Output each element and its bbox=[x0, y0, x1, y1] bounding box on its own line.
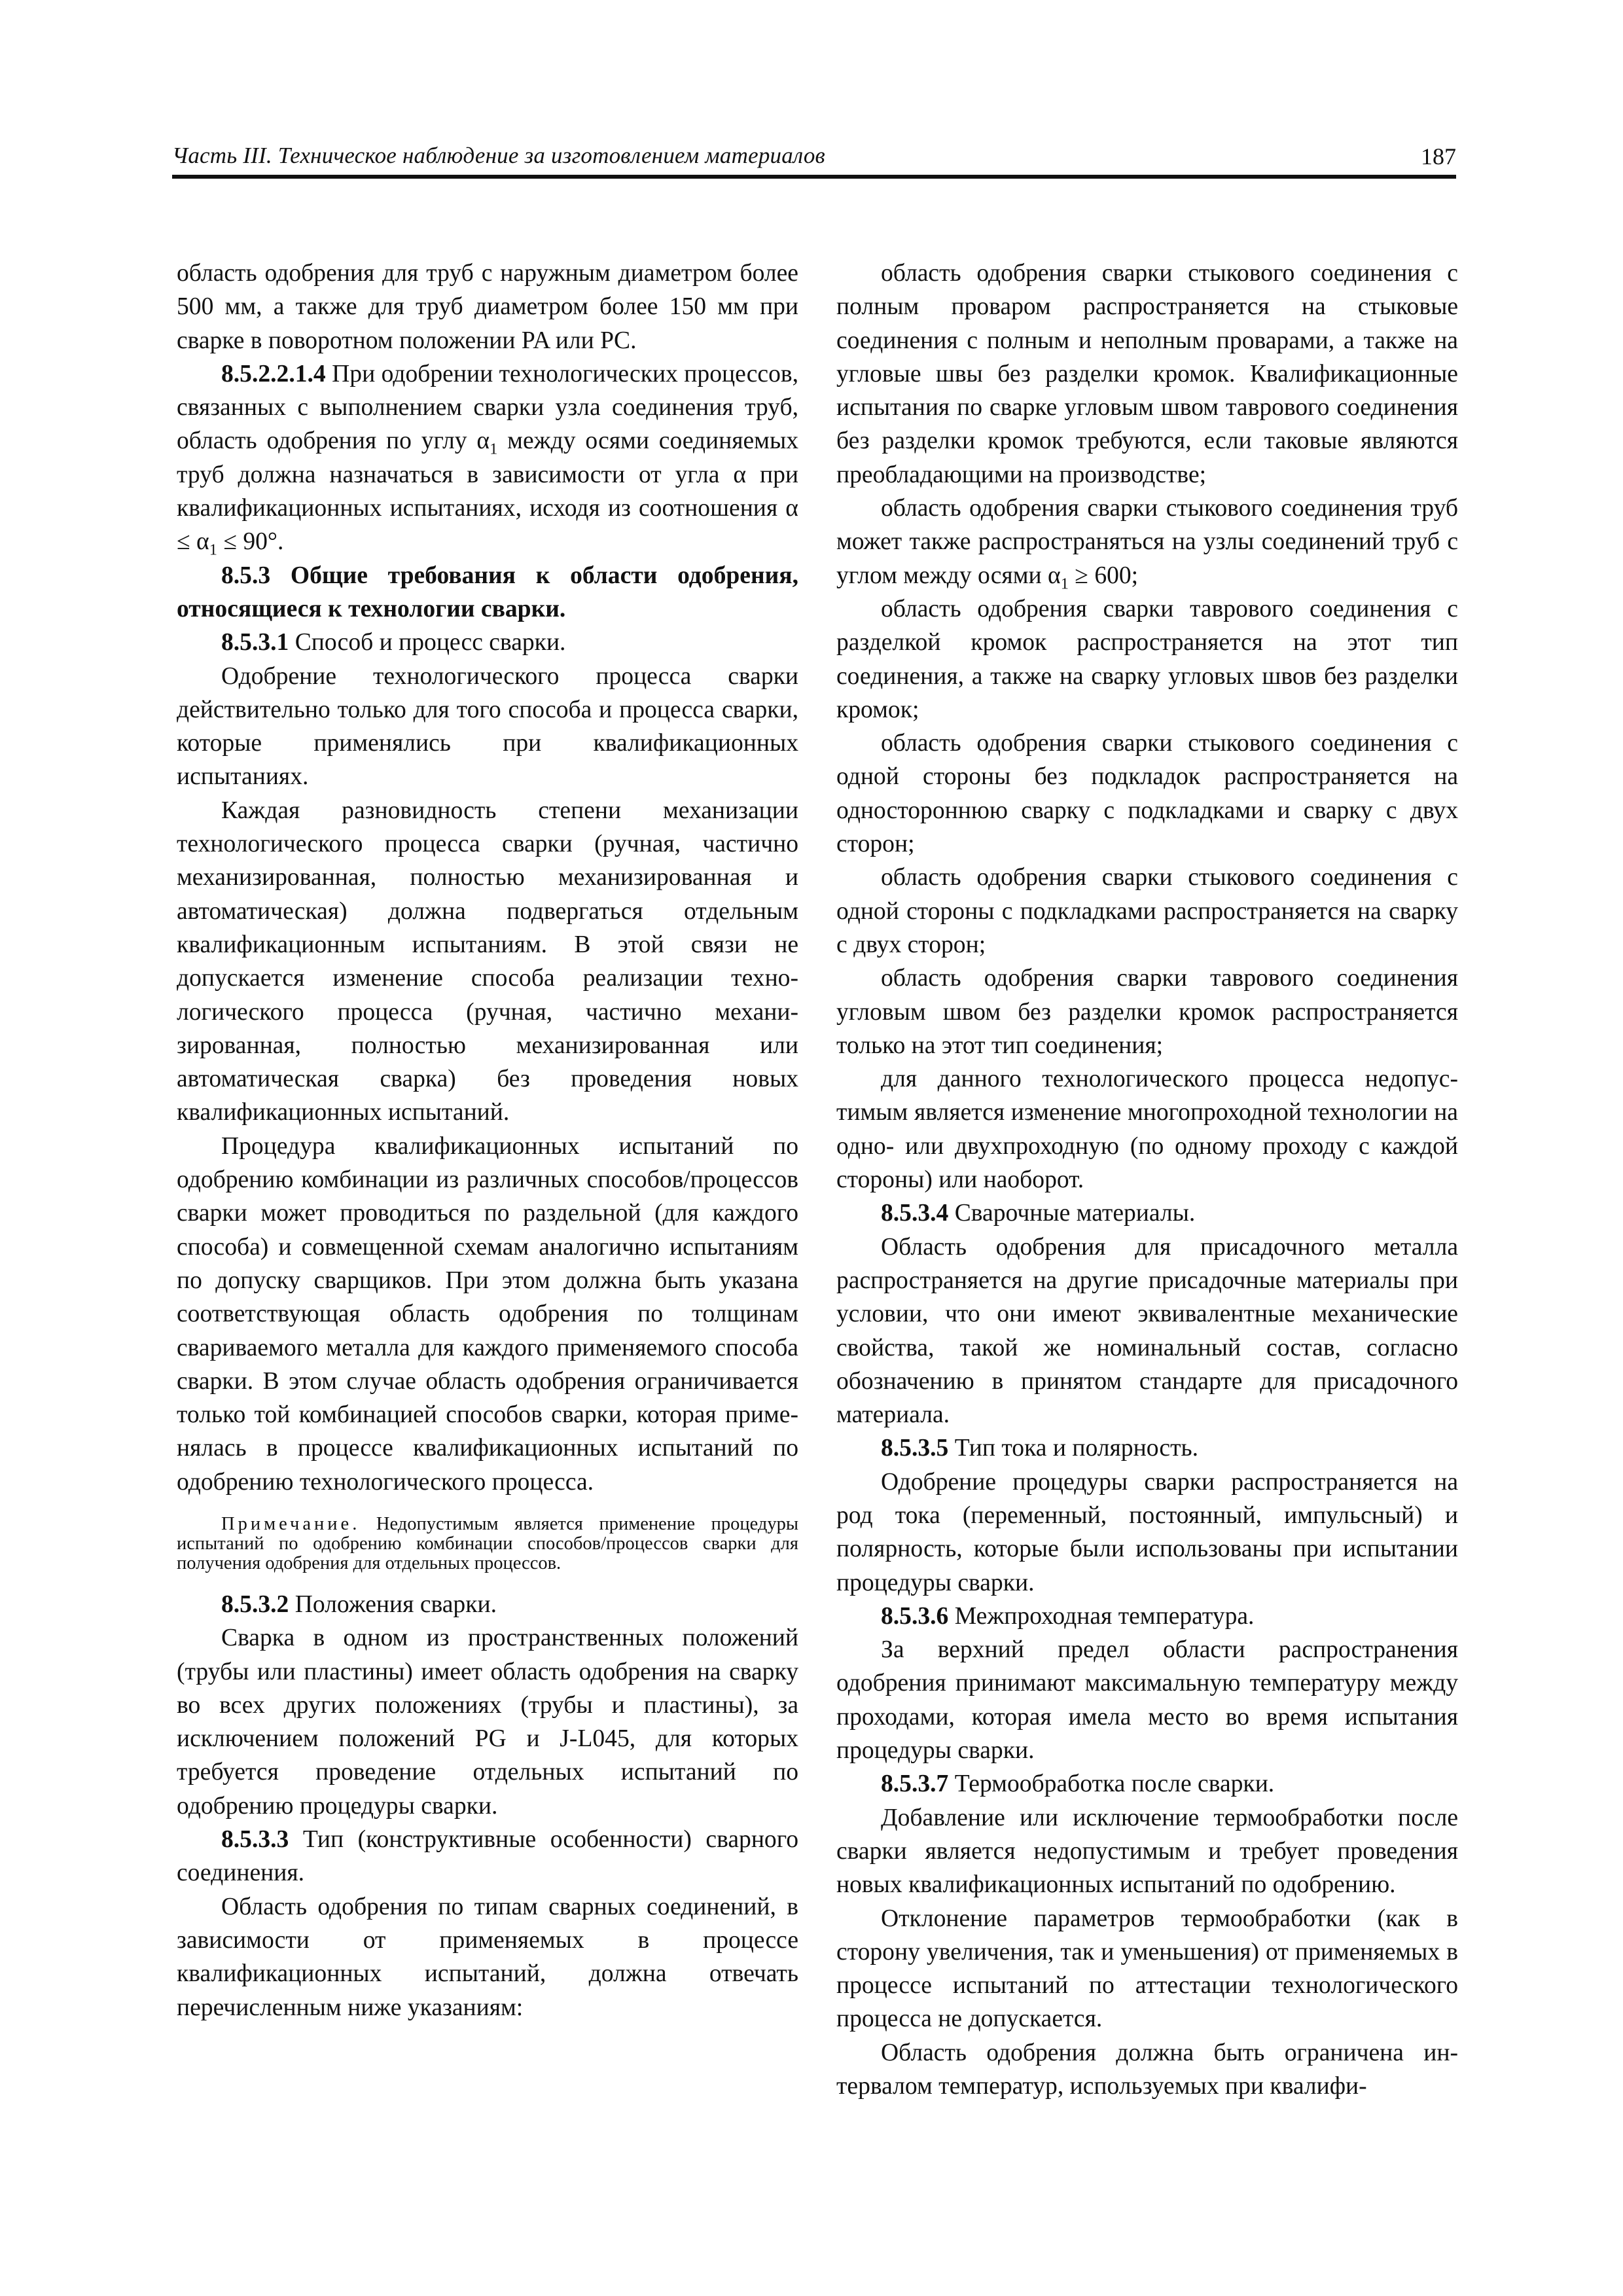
list-item: область одобрения сварки стыкового соединения труб может также распространяться на узлы соединений труб с углом между осями $\alpha_1 \ge 600$; bbox=[836, 495, 1458, 593]
paragraph: область одобрения для труб с наружным диаметром более 500 мм, а также для труб диаметром более 150 мм при сварке в поворотном положении PA или PC. bbox=[177, 260, 798, 354]
subsection-title: 8.5.3.7 Термообработка после сварки. bbox=[881, 1770, 1275, 1798]
list-item: область одобрения сварки таврового соединения с разделкой кромок распространяется на этот тип соединения, а также на сварку угловых швов без разделки кромок; bbox=[836, 595, 1458, 723]
header-rule bbox=[172, 175, 1456, 179]
clause-number: 8.5.2.2.1.4 bbox=[221, 360, 326, 387]
subsection-title: 8.5.3.2 Положения сварки. bbox=[221, 1590, 497, 1618]
paragraph: Одобрение процедуры сварки распространяется на род тока (переменный, постоянный, импульсный) и полярность, которые были использованы при испытании процедуры сварки. bbox=[836, 1468, 1458, 1596]
subsection-title: 8.5.3.4 Сварочные материалы. bbox=[881, 1200, 1196, 1227]
paragraph: Каждая разновидность степени механизации технологического процесса сварки (ручная, частично механизированная, полностью механизированная и автоматическая) должна подвергаться отдельным квалификационным испытаниям. В этой связи не допускается изменение способа реализации технологического процесса (ручная, частично механизированная, полностью механизированная или автоматическая сварка) без проведения новых квалификационных испытаний. bbox=[177, 797, 798, 1126]
subsection-title: 8.5.3.3 Тип (конструктивные особенности) сварного соединения. bbox=[177, 1826, 798, 1887]
note-label: Примечание. bbox=[221, 1513, 361, 1534]
paragraph: Область одобрения по типам сварных соединений, в зависимости от применяемых в процессе квалификационных испытаний, должна отвечать перечисленным ниже указаниям: bbox=[177, 1893, 798, 2021]
paragraph: Добавление или исключение термообработки после сварки является недопустимым и требует проведения новых квалификационных испытаний по одобрению. bbox=[836, 1804, 1458, 1899]
note: Примечание. Недопустимым является применение процедуры испытаний по одобрению комбинации способов/процессов сварки для получения одобрения для отдельных процессов. bbox=[177, 1513, 798, 1573]
paragraph: 8.5.2.2.1.4 При одобрении технологических процессов, связанных с выполнением сварки узла соединения труб, область одобрения по углу $\alpha_1$ между осями соединяемых труб должна назначаться в зависимости от угла α при квалификационных испытаниях, исходя из соотношения $\alpha \le \alpha_1 \le 90^\circ$. bbox=[177, 360, 798, 559]
section-heading: 8.5.3 Общие требования к области одобрения, относящиеся к технологии сварки. bbox=[177, 562, 798, 622]
right-column bbox=[836, 257, 1458, 2103]
paragraph: Процедура квалификационных испытаний по одобрению комбинации из различных способов/процессов сварки может проводиться по раздельной (для каждого способа) и совмещенной схемам аналогично испытаниям по допуску сварщиков. При этом должна быть указана соответствующая область одобрения по толщинам свариваемого металла для каждого применяемого способа сварки. В этом случае область одобрения ограничивается только той комбинацией способов сварки, которая применялась в процессе квалификационных испытаний по одобрению технологического процесса. bbox=[177, 1132, 798, 1496]
left-column bbox=[177, 257, 798, 2024]
list-item: область одобрения сварки стыкового соединения с одной стороны с подкладками распространяется на сварку с двух сторон; bbox=[836, 864, 1458, 958]
subsection-title: 8.5.3.5 Тип тока и полярность. bbox=[881, 1435, 1199, 1462]
running-title: Часть III. Техническое наблюдение за изготовлением материалов bbox=[172, 143, 825, 168]
paragraph: За верхний предел области распространения одобрения принимают максимальную температуру между проходами, которая имела место во время испытания процедуры сварки. bbox=[836, 1636, 1458, 1765]
list-item: область одобрения сварки стыкового соединения с одной стороны без подкладок распространяется на одностороннюю сварку с подкладками и сварку с двух сторон; bbox=[836, 730, 1458, 858]
list-item: область одобрения сварки стыкового соединения с полным проваром распространяется на стыковые соединения с полным и неполным проварами, а также на угловые швы без разделки кромок. Квалификационные испытания по сварке угловым швом таврового соединения без разделки кромок требуются, если таковые являются преобладающими на производстве; bbox=[836, 260, 1458, 488]
paragraph: Область одобрения должна быть ограничена интервалом температур, используемых при квалифи- bbox=[836, 2039, 1458, 2100]
list-item: для данного технологического процесса недопустимым является изменение многопроходной технологии на одно- или двухпроходную (по одному проходу с каждой стороны) или наоборот. bbox=[836, 1066, 1458, 1194]
subsection-title: 8.5.3.1 Способ и процесс сварки. bbox=[221, 629, 566, 656]
paragraph: Область одобрения для присадочного металла распространяется на другие присадочные материалы при условии, что они имеют эквивалентные механические свойства, такой же номинальный состав, согласно обозначению в принятом стандарте для присадочного материала. bbox=[836, 1233, 1458, 1429]
paragraph: Сварка в одном из пространственных положений (трубы или пластины) имеет область одобрения на сварку во всех других положениях (трубы и пластины), за исключением положений PG и J-L045, для которых требуется проведение отдельных испытаний по одобрению процедуры сварки. bbox=[177, 1624, 798, 1820]
subsection-title: 8.5.3.6 Межпроходная температура. bbox=[881, 1602, 1255, 1630]
paragraph: Отклонение параметров термообработки (как в сторону увеличения, так и уменьшения) от применяемых в процессе испытаний по аттестации технологического процесса не допускается. bbox=[836, 1905, 1458, 2033]
page-number: 187 bbox=[1421, 143, 1456, 170]
running-header bbox=[172, 139, 1456, 178]
paragraph: Одобрение технологического процесса сварки действительно только для того способа и процесса сварки, которые применялись при квалификационных испытаниях. bbox=[177, 662, 798, 791]
list-item: область одобрения сварки таврового соединения угловым швом без разделки кромок распространяется только на этот тип соединения; bbox=[836, 965, 1458, 1059]
